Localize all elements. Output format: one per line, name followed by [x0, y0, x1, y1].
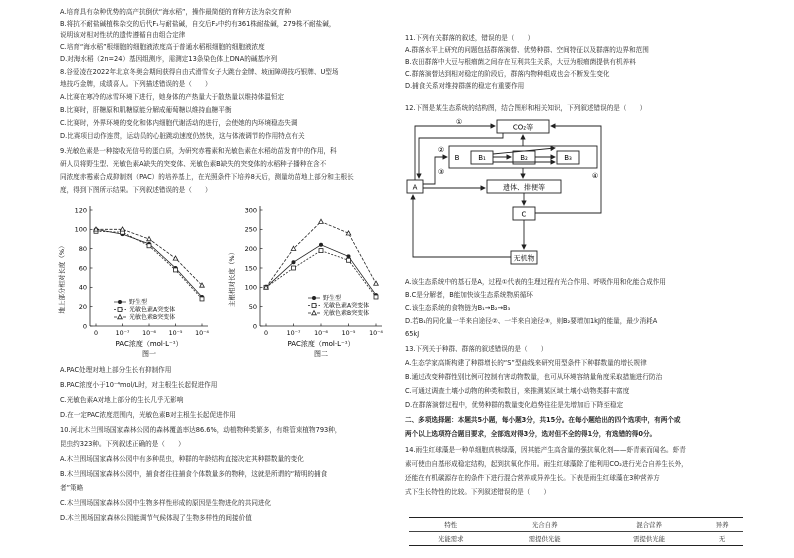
q11-option-a: A.群落水平上研究的问题包括群落演替、优势种群、空间特征以及群落的边界和范围 — [405, 46, 649, 54]
chart-figure-1 — [52, 196, 222, 358]
q11-option-b: B.农田群落中大豆与根瘤菌之间存在互利共生关系，大豆为根瘤菌提供有机养料 — [405, 58, 636, 66]
q13-option-b: B.通过改变种群性别比例可控制有害动物数量，也可从环境容纳量角度采取措施进行防治 — [405, 373, 663, 381]
q13-stem: 13.下列关于种群、群落的叙述错误的是（ ） — [405, 345, 548, 353]
table-cell: 无 — [718, 535, 726, 543]
circle-1-label: ① — [455, 118, 463, 126]
q12-option-d-cont: 65kJ — [405, 330, 420, 338]
q9-stem-cont-2: 同浓度赤霉素合成抑制剂（PAC）的培养基上，在光照条件下培养8天后，测量幼苗地上部分和主根长 — [60, 173, 354, 181]
c2-data-point — [374, 281, 379, 285]
c2-xtick-label: 10⁻⁶ — [314, 330, 328, 337]
c1-legend-label: 光敏色素B突变体 — [129, 314, 176, 322]
q7-option-d: D.对海水稻（2n=24）基因组测序，需测定13条染色体上DNA的碱基序列 — [60, 55, 278, 63]
c2-legend-marker — [312, 304, 316, 308]
chart1-caption: 图一 — [142, 350, 156, 358]
q9-option-c: C.光敏色素A对地上部分的生长几乎无影响 — [60, 396, 184, 404]
table-header-cell: 特性 — [444, 521, 458, 529]
section-2-heading: 二、多项选择题：本题共5小题，每小题3分，共15分。在每小题给出的四个选项中，有两个或 — [405, 416, 681, 424]
c1-xtick-label: 0 — [93, 330, 99, 337]
q14-stem-cont-1: 素可使由自基形成稳定结构，起到抗氧化作用。雨生红球藻除了能利用CO₂进行光合自养生长外， — [405, 460, 688, 468]
c1-ytick-label: 100 — [74, 225, 87, 234]
q12-option-b: B.C是分解者，B能加快该生态系统物质循环 — [405, 291, 533, 299]
c1-xtick-label: 10⁻⁴ — [195, 330, 209, 337]
table-cell: 需提供光能 — [528, 535, 561, 543]
c2-legend-label: 光敏色素B突变体 — [323, 310, 370, 318]
q8-option-c: C.比赛时，外界环境的变化和体内细胞代谢活动的进行，会使她的内环境稳态失调 — [60, 119, 298, 127]
q9-option-a: A.PAC处理对地上部分生长有抑制作用 — [60, 366, 172, 374]
q11-option-c: C.群落演替达到相对稳定的阶段后，群落内物种组成也会不断发生变化 — [405, 70, 610, 78]
c1-legend-label: 光敏色素A突变体 — [129, 306, 176, 314]
q10-option-b-cont: 者”策略 — [60, 484, 84, 492]
table-header-cell: 光合自养 — [531, 521, 558, 529]
c2-data-point — [319, 243, 323, 247]
q7-option-a: A.培育具有杂种优势的高产抗倒伏“海水稻”，操作最简便的育种方法为杂交育种 — [60, 8, 291, 16]
q10-option-d: D.木兰围场国家森林公园能调节气候体现了生物多样性的间接价值 — [60, 514, 252, 522]
q13-option-a: A.生态学家高斯构建了种群增长的“S”型曲线来研究用型条件下种群数量的增长规律 — [405, 359, 647, 367]
a-label: A — [412, 183, 418, 192]
q8-option-a: A.比赛在寒冷的冰雪环境下进行，她身体的产热量大于散热量以维持体温恒定 — [60, 93, 285, 101]
c2-series-line — [266, 251, 376, 297]
c2-ytick-label: 200 — [244, 244, 257, 253]
c1-xtick-label: 10⁻⁷ — [115, 330, 130, 337]
c1-xtick-label: 10⁻⁵ — [168, 330, 183, 337]
table-row — [409, 532, 743, 546]
q9-option-d: D.在一定PAC浓度范围内，光敏色素B对主根生长起促进作用 — [60, 411, 236, 419]
c1-ytick-label: 60 — [78, 264, 87, 273]
c1-ytick-label: 20 — [78, 302, 87, 311]
c1-data-point — [173, 256, 178, 260]
c-label: C — [521, 210, 527, 219]
c2-ytick-label: 0 — [252, 322, 257, 331]
b1-label: B₁ — [478, 154, 486, 162]
circle-4-label: ④ — [591, 172, 599, 180]
c2-data-point — [374, 295, 378, 299]
c1-ytick-label: 120 — [74, 206, 87, 215]
chart2-xlabel: PAC浓度（mol·L⁻¹） — [287, 340, 355, 348]
c2-legend-label: 野生型 — [323, 295, 342, 303]
c1-xtick-label: 10⁻⁶ — [142, 330, 156, 337]
ecosystem-diagram — [405, 114, 605, 270]
q7-option-b-cont: 说明该对相对性状的遗传遵循自由组合定律 — [60, 31, 186, 39]
q11-option-d: D.捕食关系对维持群落的稳定有重要作用 — [405, 82, 525, 90]
c1-legend-marker — [118, 300, 122, 304]
c2-ytick-label: 50 — [248, 302, 257, 311]
q11-stem: 11.下列有关群落的叙述，错误的是（ ） — [405, 34, 535, 42]
c2-data-point — [347, 258, 351, 262]
q12-option-c: C.该生态系统的食物链为B₁→B₂→B₃ — [405, 304, 511, 312]
q8-stem-cont: 地技巧金牌，成绩喜人。下列描述错误的是（ ） — [60, 80, 212, 88]
c2-data-point — [347, 254, 351, 258]
growth-traits-table — [409, 517, 743, 546]
b2-label: B₂ — [520, 154, 528, 162]
c2-data-point — [292, 260, 296, 264]
c2-data-point — [319, 249, 323, 253]
c2-legend-marker — [312, 311, 317, 315]
c1-legend-marker — [118, 308, 122, 312]
c2-ytick-label: 150 — [244, 264, 257, 273]
c2-ytick-label: 300 — [244, 206, 257, 215]
c1-legend-label: 野生型 — [129, 299, 148, 307]
q14-stem: 14.雨生红球藻是一种单细胞真核绿藻，因其能产生高含量的强抗氧化剂——虾青素而闻名。虾青 — [405, 446, 686, 454]
q10-stem-cont: 昆虫约323种。下列叙述正确的是（ ） — [60, 440, 185, 448]
q10-option-a: A.木兰围场国家森林公园中有多种昆虫，种群的年龄结构直接决定其种群数量的变化 — [60, 455, 304, 463]
c2-xtick-label: 10⁻⁵ — [341, 330, 356, 337]
table-cell: 光能需求 — [437, 535, 464, 543]
c1-data-point — [174, 268, 178, 272]
q9-option-b: B.PAC浓度小于10⁻⁴mol/L时，对主根生长起促进作用 — [60, 381, 218, 389]
q8-option-b: B.比赛时，肝糖原和肌糖原能分解成葡萄糖以维持血糖平衡 — [60, 106, 232, 114]
c2-xtick-label: 10⁻⁴ — [369, 330, 383, 337]
c2-data-point — [319, 219, 324, 223]
c1-data-point — [147, 237, 152, 241]
chart-figure-2 — [222, 196, 397, 358]
co2-label: CO₂等 — [512, 123, 534, 132]
q10-stem: 10.河北木兰围场国家森林公园的森林覆盖率达86.6%，动植物种类繁多，有维管束植物793种， — [60, 426, 342, 434]
table-cell: 需提供光能 — [633, 535, 666, 543]
c2-legend-marker — [312, 296, 316, 300]
q13-option-c: C.可通过调查土壤小动物的种类和数目，来推测某区域土壤小动物类群丰富度 — [405, 387, 630, 395]
chart1-ylabel: 地上部分相对长度（%） — [58, 242, 66, 314]
c2-legend-label: 光敏色素A突变体 — [323, 302, 370, 310]
chart2-caption: 图二 — [314, 350, 328, 358]
table-header-cell: 异养 — [715, 521, 729, 529]
c1-ytick-label: 40 — [78, 283, 87, 292]
q9-stem-cont-3: 度，得到下图所示结果。下列叙述错误的是（ ） — [60, 186, 212, 194]
c1-ytick-label: 80 — [78, 244, 87, 253]
q13-option-d: D.在群落演替过程中，优势种群的数量变化趋势往往是先增加后下降至稳定 — [405, 401, 624, 409]
q9-stem: 9.光敏色素是一种接收光信号的蛋白质，为研究赤霉素和光敏色素在水稻幼苗发育中的作用，科 — [60, 147, 337, 155]
c1-data-point — [147, 244, 151, 248]
c2-ytick-label: 250 — [244, 225, 257, 234]
q12-option-a: A.该生态系统中的基石是A，过程①代表的生理过程有光合作用、呼吸作用和化能合成作用 — [405, 278, 666, 286]
c1-ytick-label: 0 — [82, 322, 87, 331]
chart2-ylabel: 主根相对长度（%） — [228, 248, 236, 308]
table-header-cell: 混合营养 — [636, 521, 662, 529]
q10-option-b: B.木兰围场国家森林公园中，捕食者往往捕食个体数量多的物种，这就是所谓的“精明的捕食 — [60, 470, 328, 478]
c1-legend-marker — [118, 315, 123, 319]
q10-option-c: C.木兰围场国家森林公园中生物多样性形成的原因是生物进化的共同进化 — [60, 499, 272, 507]
q7-option-c: C.培育“海水稻”根细胞的细胞液浓度高于普通水稻根细胞的细胞液浓度 — [60, 43, 265, 51]
c2-ytick-label: 100 — [244, 283, 257, 292]
c2-series-line — [266, 222, 376, 288]
c1-data-point — [200, 297, 204, 301]
q12-stem: 12.下图是某生态系统的结构图，结合图形和相关知识，下列叙述错误的是（ ） — [405, 104, 647, 112]
b-label: B — [454, 154, 460, 162]
section-2-heading-cont: 两个以上选项符合题目要求，全部选对得3分，选对但不全的得1分，有选错的得0分。 — [405, 430, 657, 438]
q14-stem-cont-3: 式下生长特性的比较。下列叙述错误的是（ ） — [405, 488, 551, 496]
c1-series-line — [96, 231, 202, 299]
q14-stem-cont-2: 还能在有机碳源存在的条件下进行混合营养或异养生长。下表是雨生红球藻在3种营养方 — [405, 474, 660, 482]
circle-2-label: ② — [437, 146, 445, 154]
q12-option-d: D.若B₁的同化量一半来自途径②、一半来自途径③，则B₂要增加1kJ的能量，最少消耗A — [405, 317, 658, 325]
q9-stem-cont-1: 研人员将野生型、光敏色素A缺失的突变体、光敏色素B缺失的突变体的水稻种子播种在含不 — [60, 160, 327, 168]
c2-data-point — [292, 266, 296, 270]
remains-label: 遗体、排便等 — [503, 183, 545, 192]
q8-stem: 8.谷爱凌在2022年北京冬奥会期间获得自由式滑雪女子大跳台金牌、坡面障碍技巧银牌、U型场 — [60, 68, 339, 76]
chart1-xlabel: PAC浓度（mol·L⁻¹） — [115, 340, 183, 348]
inorganic-label: 无机物 — [513, 254, 535, 263]
q7-option-b: B.将抗不耐盐碱植株杂交的后代F₁与耐盐碱，自交后F₂中约有361株耐盐碱，279株不耐盐碱， — [60, 20, 336, 28]
c2-xtick-label: 0 — [263, 330, 269, 337]
b3-label: B₃ — [564, 154, 572, 162]
circle-3-label: ③ — [437, 168, 445, 176]
table-header-row — [409, 518, 743, 532]
c2-xtick-label: 10⁻⁷ — [286, 330, 301, 337]
q8-option-d: D.比赛项目动作连贯，运动员的心脏跳动速度仍然快，这与体液调节的作用特点有关 — [60, 132, 305, 140]
